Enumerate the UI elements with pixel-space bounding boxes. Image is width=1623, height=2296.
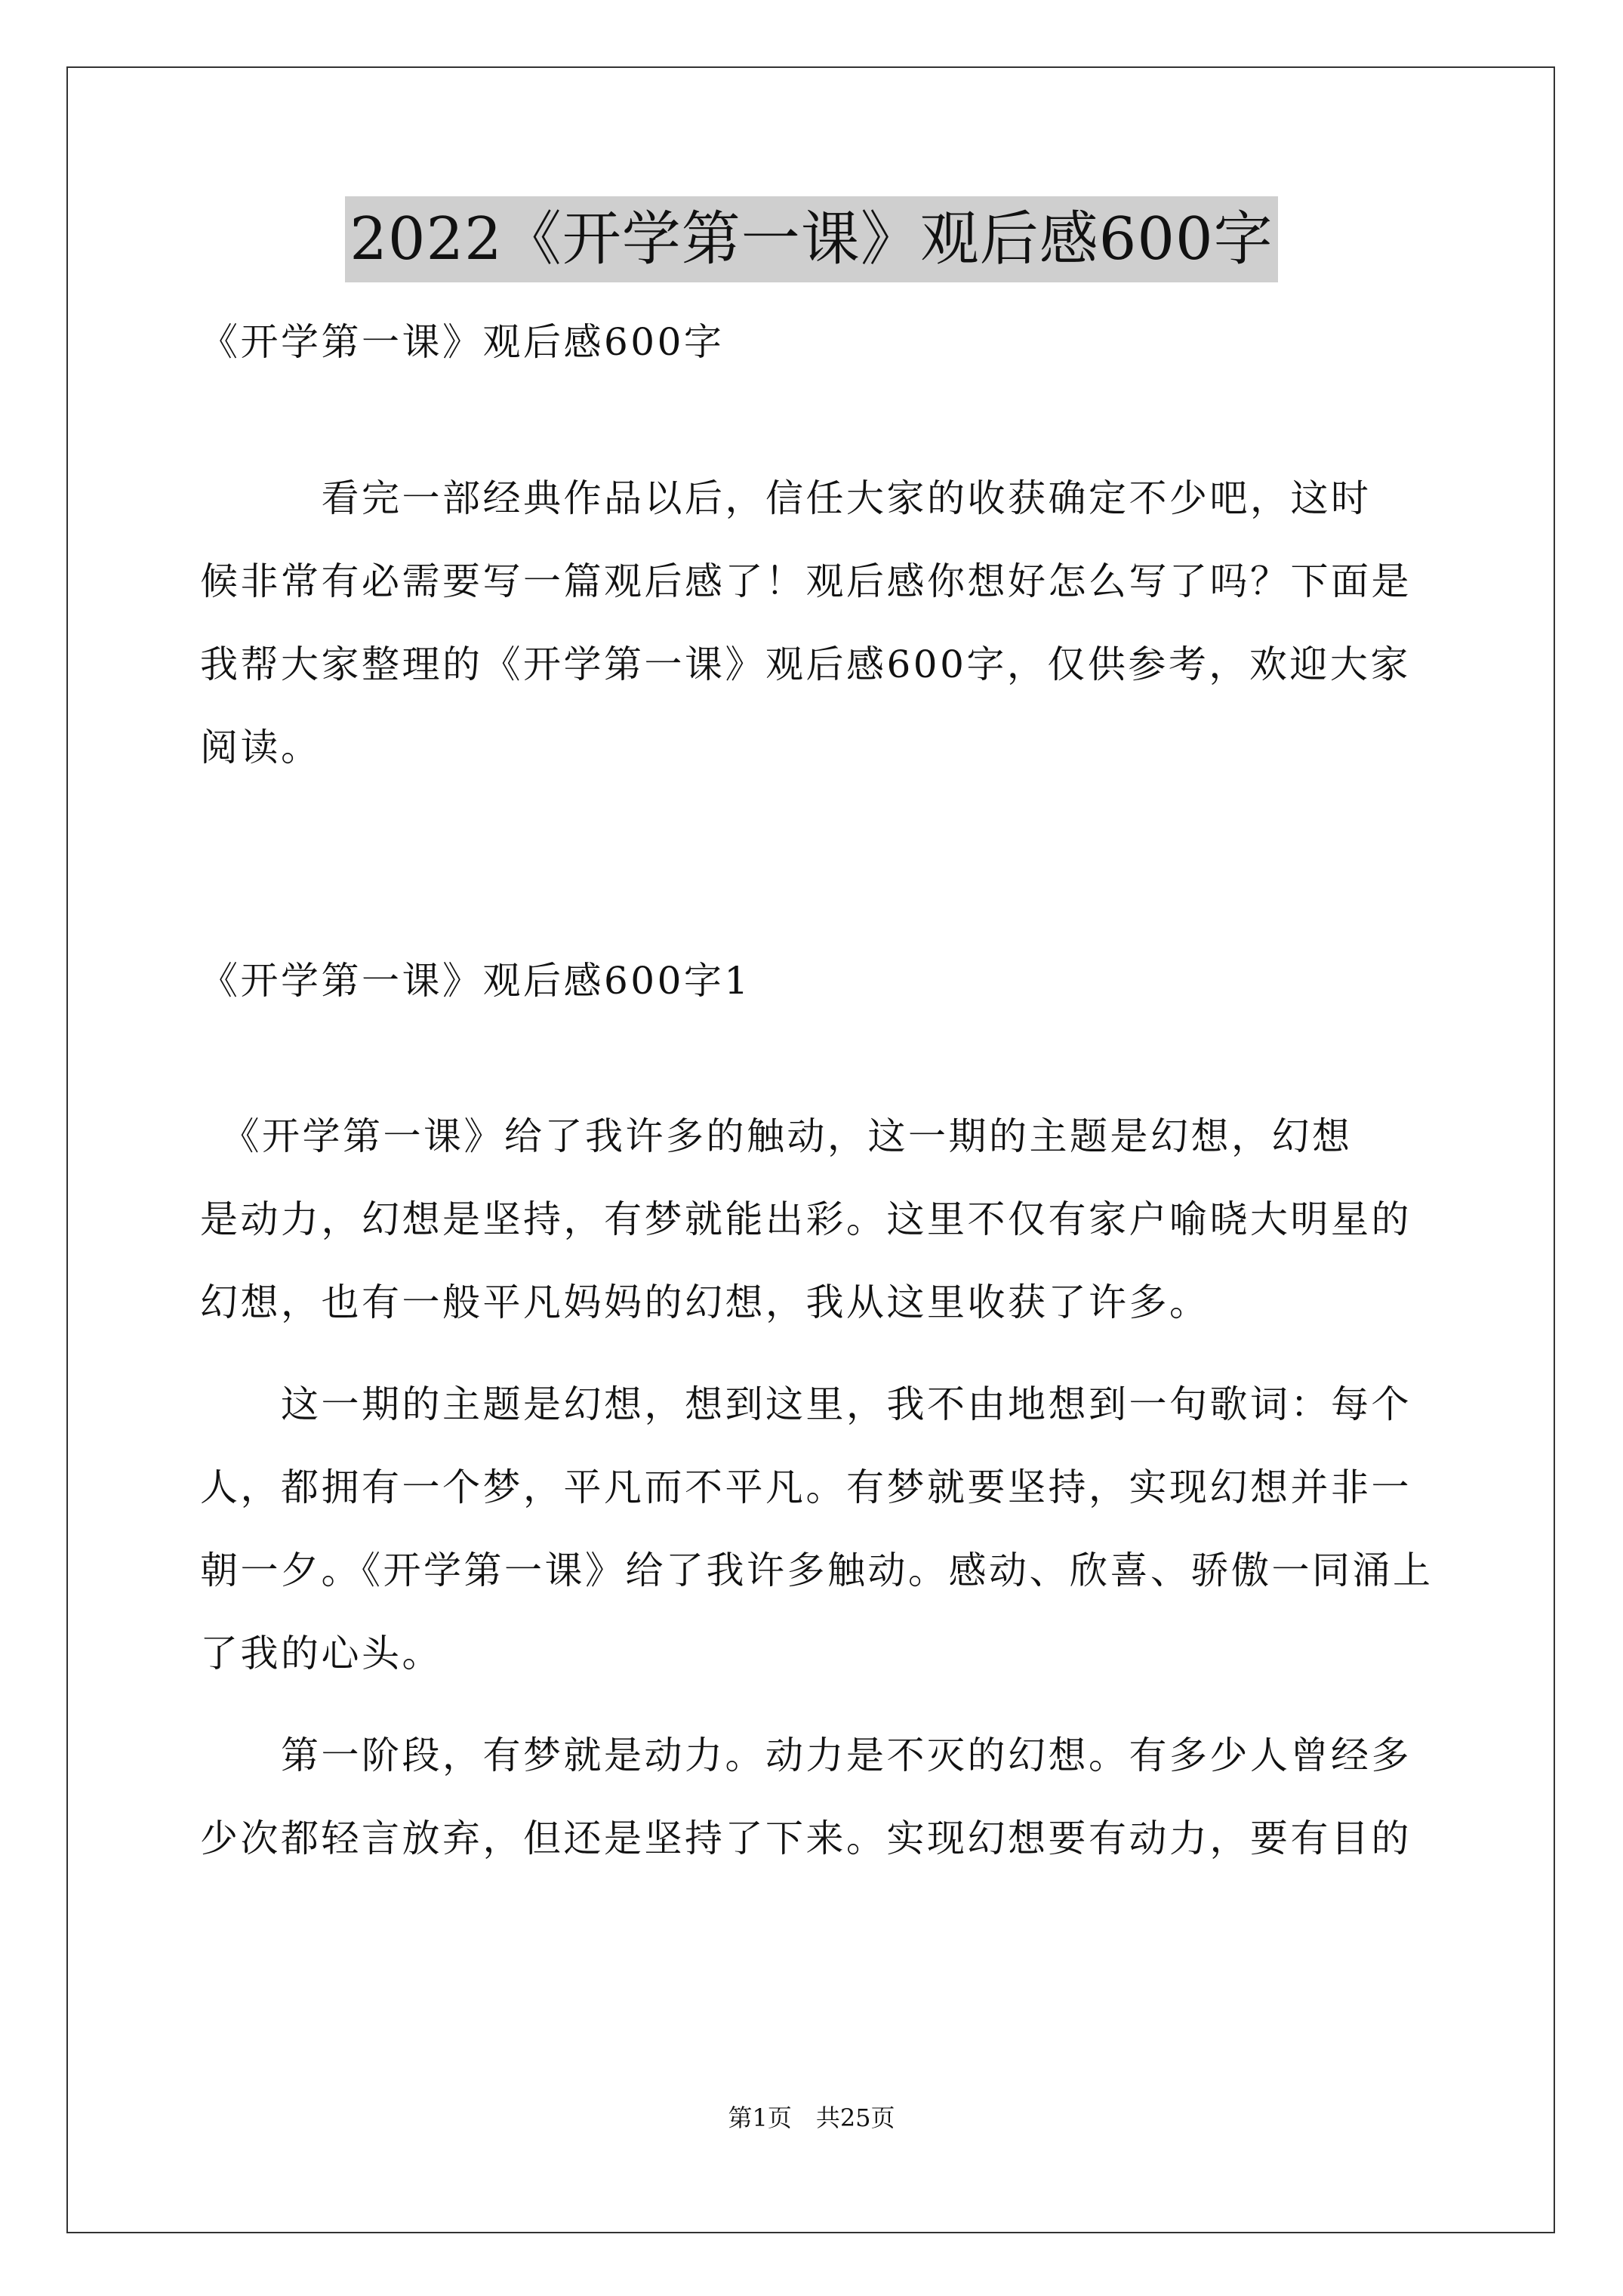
paragraph-line: 《开学第一课》给了我许多的触动，这一期的主题是幻想，幻想 <box>200 1114 1353 1158</box>
section-heading: 《开学第一课》观后感600字 <box>200 320 725 364</box>
section-heading: 《开学第一课》观后感600字1 <box>200 959 751 1003</box>
paragraph-line: 了我的心头。 <box>200 1632 442 1675</box>
paragraph-line: 我帮大家整理的《开学第一课》观后感600字，仅供参考，欢迎大家 <box>200 643 1411 686</box>
title-container <box>0 196 1623 282</box>
paragraph-line: 人，都拥有一个梦，平凡而不平凡。有梦就要坚持，实现幻想并非一 <box>200 1465 1412 1509</box>
page-footer: 第1页 共25页 <box>728 2103 895 2132</box>
paragraph-line: 朝一夕。《开学第一课》给了我许多触动。感动、欣喜、骄傲一同涌上 <box>200 1549 1434 1592</box>
paragraph-line: 幻想，也有一般平凡妈妈的幻想，我从这里收获了许多。 <box>200 1281 1210 1324</box>
paragraph-line: 这一期的主题是幻想，想到这里，我不由地想到一句歌词：每个 <box>200 1382 1412 1426</box>
paragraph-line: 是动力，幻想是坚持，有梦就能出彩。这里不仅有家户喻晓大明星的 <box>200 1197 1412 1241</box>
paragraph-line: 候非常有必需要写一篇观后感了！观后感你想好怎么写了吗？下面是 <box>200 559 1412 603</box>
paragraph-line: 少次都轻言放弃，但还是坚持了下来。实现幻想要有动力，要有目的 <box>200 1817 1412 1860</box>
paragraph-line: 第一阶段，有梦就是动力。动力是不灭的幻想。有多少人曾经多 <box>200 1734 1412 1777</box>
paragraph-line: 看完一部经典作品以后，信任大家的收获确定不少吧，这时 <box>200 476 1372 520</box>
paragraph-line: 阅读。 <box>200 726 322 769</box>
document-title: 2022《开学第一课》观后感600字 <box>345 196 1277 282</box>
